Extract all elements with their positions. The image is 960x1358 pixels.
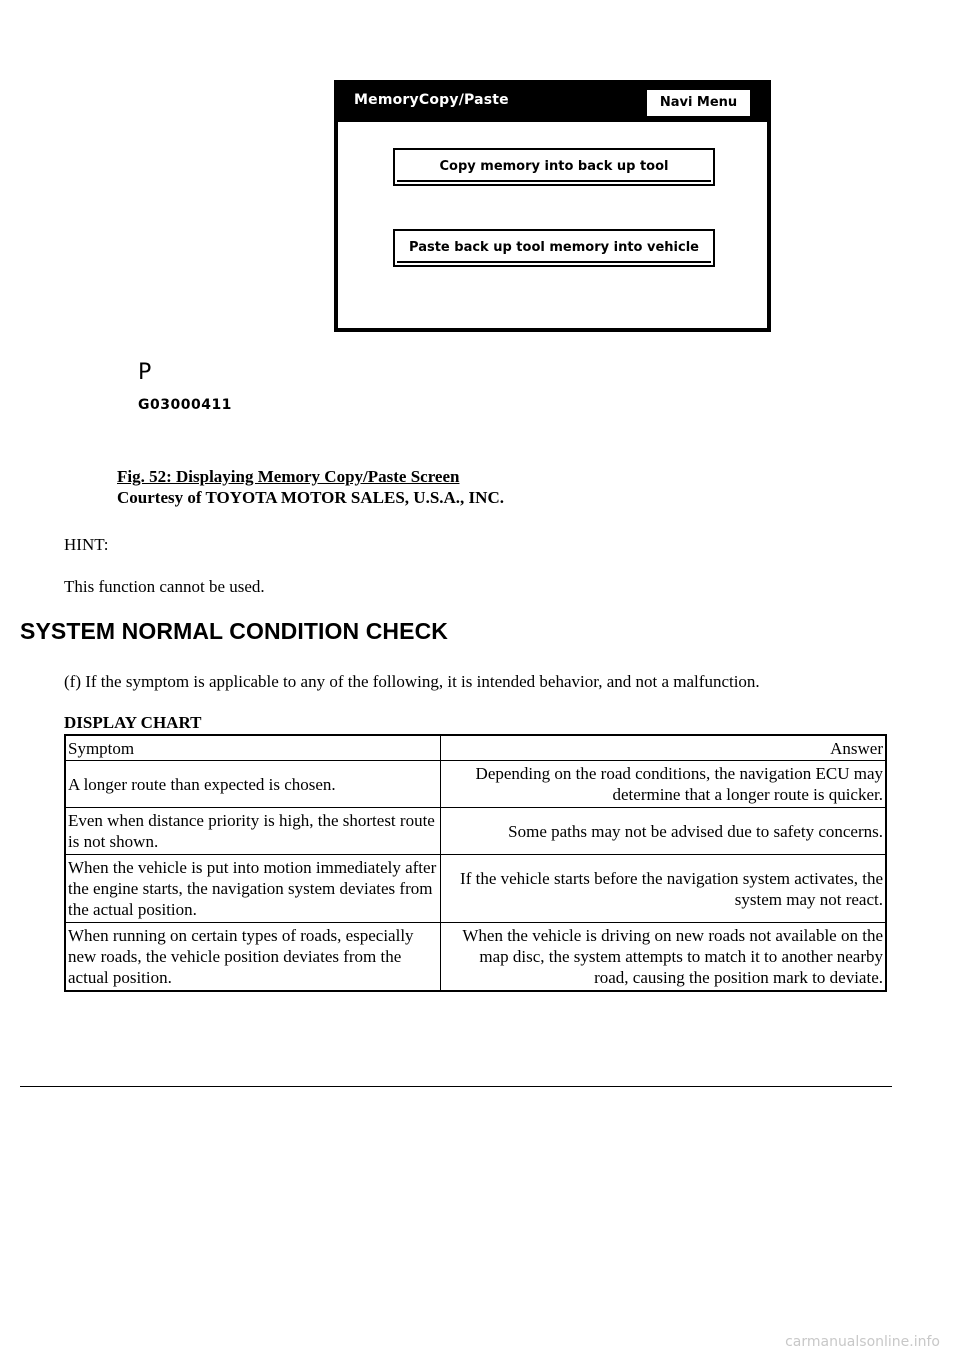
- figure-caption: [117, 466, 504, 508]
- figure-caption-credit: Courtesy of TOYOTA MOTOR SALES, U.S.A., INC.: [117, 488, 504, 507]
- copy-memory-button[interactable]: Copy memory into back up tool: [393, 148, 715, 186]
- symptom-header: Symptom: [65, 735, 441, 761]
- lead-paragraph: (f) If the symptom is applicable to any of the following, it is intended behavior, and not a malfunction.: [64, 672, 760, 691]
- symptom-cell: When running on certain types of roads, especially new roads, the vehicle position deviates from the actual position.: [65, 923, 441, 992]
- table-header-row: [65, 735, 886, 761]
- symptom-cell: When the vehicle is put into motion immediately after the engine starts, the navigation system deviates from the actual position.: [65, 855, 441, 923]
- figure-marker: P: [138, 360, 152, 385]
- answer-header: Answer: [441, 735, 887, 761]
- answer-cell: Depending on the road conditions, the navigation ECU may determine that a longer route is quicker.: [441, 761, 887, 808]
- figure-caption-title[interactable]: Fig. 52: Displaying Memory Copy/Paste Screen: [117, 467, 460, 486]
- display-chart-title: DISPLAY CHART: [64, 713, 202, 732]
- navi-menu-button[interactable]: Navi Menu: [647, 90, 750, 116]
- display-chart-table: [64, 734, 887, 992]
- table-row: [65, 855, 886, 923]
- answer-cell: Some paths may not be advised due to safety concerns.: [441, 808, 887, 855]
- answer-cell: When the vehicle is driving on new roads not available on the map disc, the system attempts to match it to another nearby road, causing the position mark to deviate.: [441, 923, 887, 992]
- paste-memory-button[interactable]: Paste back up tool memory into vehicle: [393, 229, 715, 267]
- screen-title: MemoryCopy/Paste: [354, 92, 509, 108]
- table-row: [65, 808, 886, 855]
- answer-cell: If the vehicle starts before the navigation system activates, the system may not react.: [441, 855, 887, 923]
- table-row: [65, 761, 886, 808]
- hint-text: This function cannot be used.: [64, 577, 265, 596]
- section-heading: SYSTEM NORMAL CONDITION CHECK: [20, 618, 448, 644]
- symptom-cell: Even when distance priority is high, the shortest route is not shown.: [65, 808, 441, 855]
- symptom-cell: A longer route than expected is chosen.: [65, 761, 441, 808]
- memory-copy-paste-screen: [334, 80, 771, 332]
- hint-label: HINT:: [64, 535, 109, 554]
- table-row: [65, 923, 886, 992]
- screen-title-bar: [334, 80, 771, 122]
- watermark: carmanualsonline.info: [785, 1334, 940, 1350]
- figure-code: G03000411: [138, 397, 232, 413]
- footer-divider: [20, 1086, 892, 1087]
- screen-body: [338, 122, 767, 328]
